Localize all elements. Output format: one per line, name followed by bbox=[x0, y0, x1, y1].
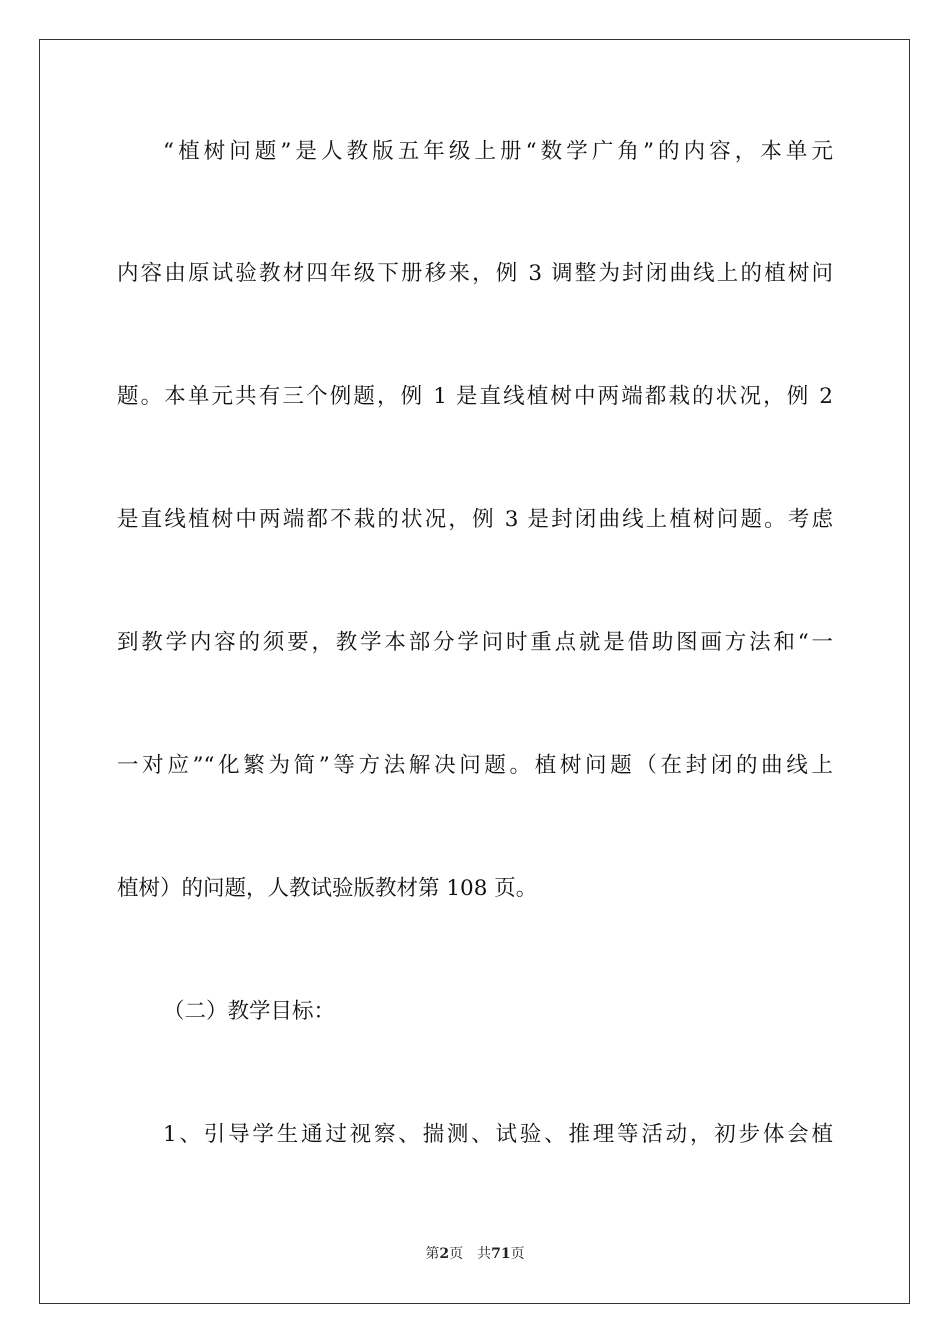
page-number: 2 bbox=[439, 1246, 450, 1262]
total-label-suffix: 页 bbox=[510, 1246, 525, 1262]
paragraph-line-6: 一对应”“化繁为简”等方法解决问题。植树问题（在封闭的曲线上 bbox=[117, 753, 833, 778]
total-pages: 71 bbox=[491, 1246, 511, 1262]
paragraph-line-7: 植树）的问题，人教试验版教材第 108 页。 bbox=[117, 876, 538, 901]
list-item-1: 1、引导学生通过视察、揣测、试验、推理等活动，初步体会植 bbox=[163, 1122, 833, 1147]
page-label-suffix: 页 bbox=[449, 1246, 464, 1262]
page-label-prefix: 第 bbox=[425, 1246, 440, 1262]
page-footer bbox=[0, 1244, 950, 1264]
page-border bbox=[39, 39, 910, 1304]
paragraph-line-4: 是直线植树中两端都不栽的状况，例 3 是封闭曲线上植树问题。考虑 bbox=[117, 507, 833, 532]
paragraph-line-1: “植树问题”是人教版五年级上册“数学广角”的内容，本单元 bbox=[163, 139, 833, 164]
paragraph-line-5: 到教学内容的须要，教学本部分学问时重点就是借助图画方法和“一 bbox=[117, 630, 833, 655]
paragraph-line-2: 内容由原试验教材四年级下册移来，例 3 调整为封闭曲线上的植树问 bbox=[117, 261, 833, 286]
section-heading: （二）教学目标： bbox=[163, 999, 336, 1024]
total-label-prefix: 共 bbox=[477, 1246, 492, 1262]
paragraph-line-3: 题。本单元共有三个例题，例 1 是直线植树中两端都栽的状况，例 2 bbox=[117, 384, 833, 409]
